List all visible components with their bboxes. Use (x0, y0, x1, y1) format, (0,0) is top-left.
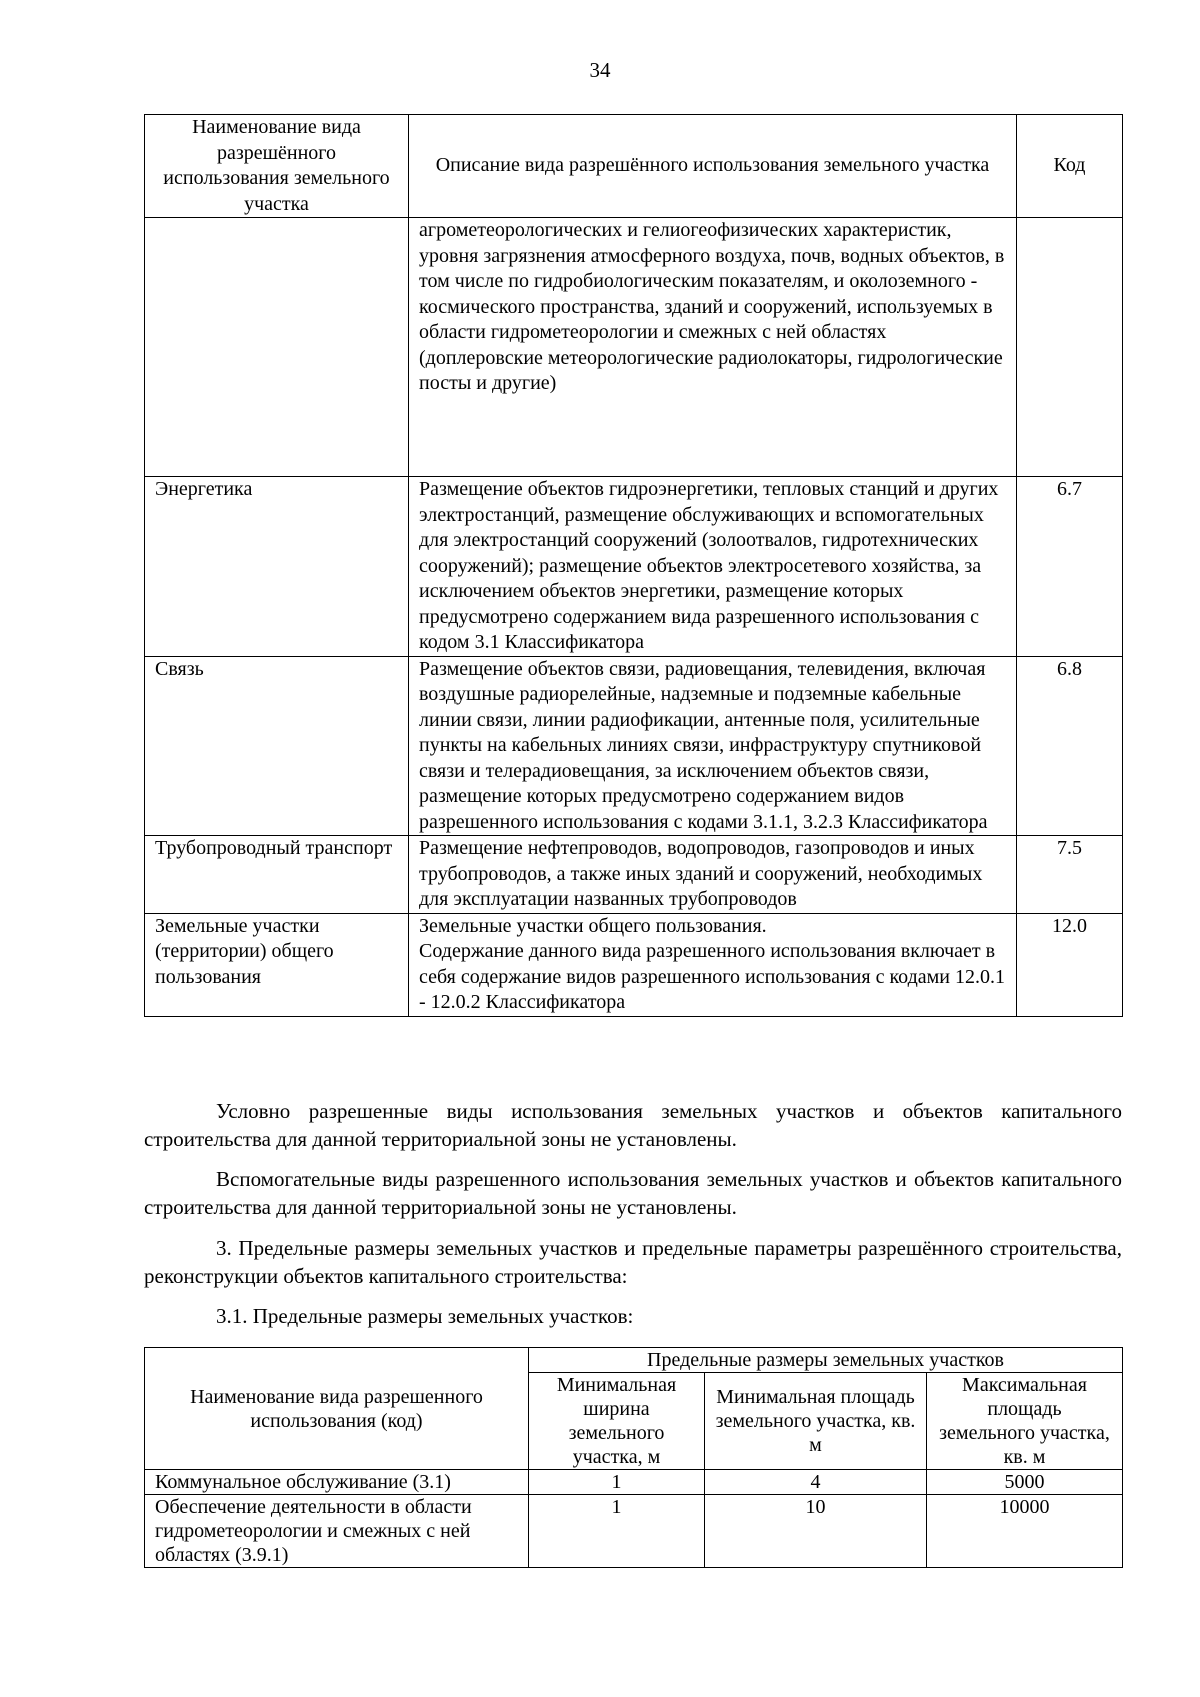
table-row (145, 1495, 1123, 1568)
plot-size-table (144, 1347, 1123, 1568)
min-width-cell: 1 (529, 1495, 705, 1568)
table-row (145, 836, 1123, 914)
table-row (145, 477, 1123, 657)
header-use-name: Наименование вида разрешенного использования (код) (145, 1348, 529, 1470)
header-code: Код (1017, 115, 1123, 218)
code-cell: 7.5 (1017, 836, 1123, 914)
header-description: Описание вида разрешённого использования земельного участка (409, 115, 1017, 218)
code-cell: 12.0 (1017, 913, 1123, 1016)
code-cell (1017, 218, 1123, 477)
name-cell (145, 218, 409, 477)
description-line: Содержание данного вида разрешенного использования включает в себя содержание видов разрешенного использования с кодами 12.0.1 - 12.0.2 Классификатора (419, 940, 1005, 1013)
max-area-cell: 5000 (927, 1470, 1123, 1495)
description-cell: Размещение объектов связи, радиовещания, телевидения, включая воздушные радиорелейные, надземные и подземные кабельные линии связи, линии радиофикации, антенные поля, усилительные пункты на кабельных линиях связи, инфраструктуру спутниковой связи и телерадиовещания, за исключением объектов связи, размещение которых предусмотрено содержанием видов разрешенного использования с кодами 3.1.1, 3.2.3 Классификатора (409, 656, 1017, 836)
description-cell: Размещение объектов гидроэнергетики, тепловых станций и других электростанций, размещение обслуживающих и вспомогательных для электростанций сооружений (золоотвалов, гидротехнических сооружений); размещение объектов электросетевого хозяйства, за исключением объектов энергетики, размещение которых предусмотрено содержанием вида разрешенного использования с кодом 3.1 Классификатора (409, 477, 1017, 657)
description-line: Земельные участки общего пользования. (419, 914, 767, 937)
name-cell: Земельные участки (территории) общего пользования (145, 913, 409, 1016)
name-cell: Связь (145, 656, 409, 836)
paragraph-section-3: 3. Предельные размеры земельных участков и предельные параметры разрешённого строительства, реконструкции объектов капитального строительства: (144, 1236, 1122, 1288)
code-cell: 6.7 (1017, 477, 1123, 657)
table-row (145, 218, 1123, 477)
land-use-table (144, 114, 1123, 1017)
table-header-row (145, 1348, 1123, 1373)
table-header-row (145, 115, 1123, 218)
paragraph-section-3-1: 3.1. Предельные размеры земельных участков: (216, 1304, 634, 1328)
table-row (145, 1470, 1123, 1495)
max-area-cell: 10000 (927, 1495, 1123, 1568)
header-max-area: Максимальная площадь земельного участка, кв. м (927, 1373, 1123, 1470)
table-row (145, 656, 1123, 836)
name-cell: Энергетика (145, 477, 409, 657)
paragraph-conditional-uses: Условно разрешенные виды использования земельных участков и объектов капитального строительства для данной территориальной зоны не установлены. (144, 1099, 1122, 1151)
description-cell (409, 913, 1017, 1016)
page-number: 34 (589, 58, 611, 82)
min-area-cell: 4 (705, 1470, 927, 1495)
continuation-cell: агрометеорологических и гелиогеофизических характеристик, уровня загрязнения атмосферного воздуха, почв, водных объектов, в том числе по гидробиологическим показателям, и околоземного - космического пространства, зданий и сооружений, используемых в области гидрометеорологии и смежных с ней областях (доплеровские метеорологические радиолокаторы, гидрологические посты и другие) (409, 218, 1017, 477)
use-name-cell: Коммунальное обслуживание (3.1) (145, 1470, 529, 1495)
name-cell: Трубопроводный транспорт (145, 836, 409, 914)
header-name: Наименование вида разрешённого использования земельного участка (145, 115, 409, 218)
description-cell: Размещение нефтепроводов, водопроводов, газопроводов и иных трубопроводов, а также иных зданий и сооружений, необходимых для эксплуатации названных трубопроводов (409, 836, 1017, 914)
paragraph-auxiliary-uses: Вспомогательные виды разрешенного использования земельных участков и объектов капитального строительства для данной территориальной зоны не установлены. (144, 1167, 1122, 1219)
header-min-width: Минимальная ширина земельного участка, м (529, 1373, 705, 1470)
code-cell: 6.8 (1017, 656, 1123, 836)
header-size-group: Предельные размеры земельных участков (529, 1348, 1123, 1373)
min-width-cell: 1 (529, 1470, 705, 1495)
header-min-area: Минимальная площадь земельного участка, кв. м (705, 1373, 927, 1470)
use-name-cell: Обеспечение деятельности в области гидрометеорологии и смежных с ней областях (3.9.1) (145, 1495, 529, 1568)
table-row (145, 913, 1123, 1016)
min-area-cell: 10 (705, 1495, 927, 1568)
